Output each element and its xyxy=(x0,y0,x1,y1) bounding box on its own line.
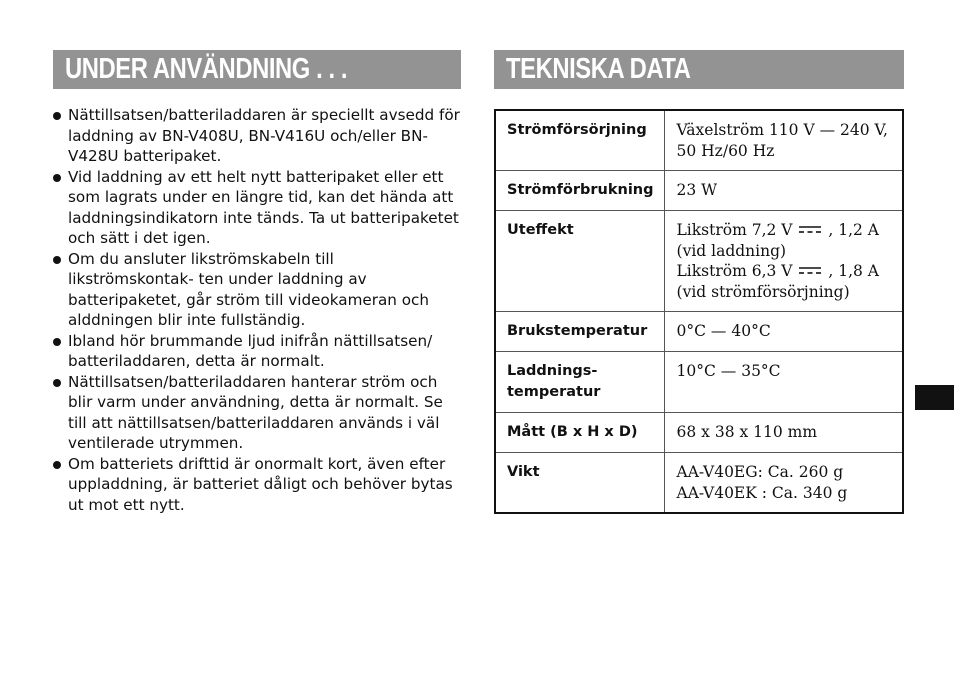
list-item: Om batteriets drifttid är onormalt kort, även efter uppladdning, är batteriet dåligt och behöver bytas ut mot ett nytt. xyxy=(53,454,463,516)
spec-value: Likström 7,2 V , 1,2 A (vid laddning) Likström 6,3 V , 1,8 A (vid strömförsörjning) xyxy=(664,211,903,312)
spec-value: 68 x 38 x 110 mm xyxy=(664,413,903,453)
direct-current-icon xyxy=(799,225,821,234)
spec-value: Växelström 110 V — 240 V, 50 Hz/60 Hz xyxy=(664,110,903,171)
table-row xyxy=(495,352,903,413)
usage-notes-list xyxy=(53,105,463,515)
section-title-specs: TEKNISKA DATA xyxy=(494,50,904,89)
section-tab-marker xyxy=(915,385,954,410)
list-item: Vid laddning av ett helt nytt batteripaket eller ett som lagrats under en längre tid, kan det hända att laddningsindikatorn inte tänds. Ta ut batteripaketet och sätt i det igen. xyxy=(53,167,463,249)
bullet-icon xyxy=(53,338,61,346)
table-row xyxy=(495,211,903,312)
bullet-icon xyxy=(53,112,61,120)
spec-label: Strömförbrukning xyxy=(495,171,664,211)
spec-value: 0°C — 40°C xyxy=(664,312,903,352)
section-title-usage: UNDER ANVÄNDNING . . . xyxy=(53,50,461,89)
spec-value: 23 W xyxy=(664,171,903,211)
spec-label: Laddnings- temperatur xyxy=(495,352,664,413)
direct-current-icon xyxy=(799,266,821,275)
spec-value: AA-V40EG: Ca. 260 g AA-V40EK : Ca. 340 g xyxy=(664,453,903,514)
bullet-icon xyxy=(53,256,61,264)
spec-label: Strömförsörjning xyxy=(495,110,664,171)
table-row xyxy=(495,413,903,453)
list-item: Om du ansluter likströmskabeln till likströmskontak- ten under laddning av batteripaketet, går ström till videokameran och alddningen blir inte fullständig. xyxy=(53,249,463,331)
spec-label: Uteffekt xyxy=(495,211,664,312)
bullet-icon xyxy=(53,461,61,469)
bullet-icon xyxy=(53,174,61,182)
spec-label: Brukstemperatur xyxy=(495,312,664,352)
list-item: Nättillsatsen/batteriladdaren hanterar ström och blir varm under användning, detta är normalt. Se till att nättillsatsen/batteriladdaren används i väl ventilerade utrymmen. xyxy=(53,372,463,454)
spec-label: Vikt xyxy=(495,453,664,514)
spec-value: 10°C — 35°C xyxy=(664,352,903,413)
table-row xyxy=(495,110,903,171)
table-row xyxy=(495,312,903,352)
list-item: Nättillsatsen/batteriladdaren är speciellt avsedd för laddning av BN-V408U, BN-V416U och/eller BN-V428U batteripaket. xyxy=(53,105,463,167)
table-row xyxy=(495,453,903,514)
list-item: Ibland hör brummande ljud inifrån nättillsatsen/ batteriladdaren, detta är normalt. xyxy=(53,331,463,372)
spec-label: Mått (B x H x D) xyxy=(495,413,664,453)
bullet-icon xyxy=(53,379,61,387)
specifications-table xyxy=(494,109,904,514)
table-row xyxy=(495,171,903,211)
